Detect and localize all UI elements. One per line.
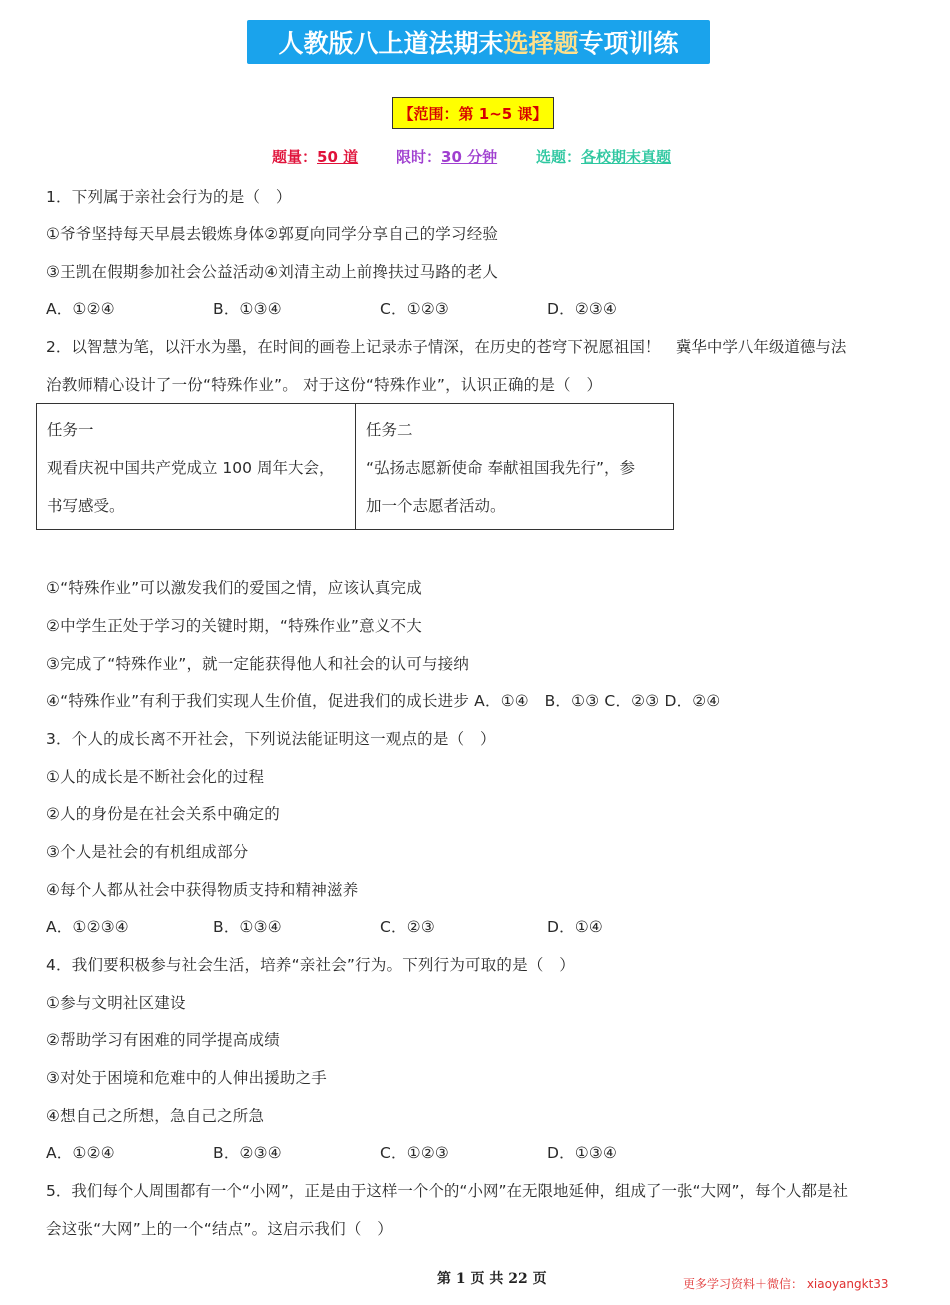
q5-stem-line-2: 会这张“大网”上的一个“结点”。这启示我们（ ）: [46, 1220, 393, 1238]
title-part2: 专项训练: [578, 29, 679, 58]
meta-time-label: 限时：: [396, 148, 442, 166]
q2-statement-2: ②中学生正处于学习的关键时期，“特殊作业”意义不大: [46, 617, 422, 635]
q4-options: [46, 1141, 666, 1163]
task2-title: 任务二: [366, 421, 413, 439]
meta-source-value: 各校期末真题: [581, 148, 672, 166]
title-part1: 人教版八上道法期末: [278, 29, 504, 58]
q4-statement-4: ④想自己之所想，急自己之所急: [46, 1107, 265, 1125]
q4-option-b[interactable]: B．②③④: [213, 1144, 282, 1162]
q1-statement-1: ①爷爷坚持每天早晨去锻炼身体②郭夏向同学分享自己的学习经验: [46, 225, 499, 243]
q1-option-a[interactable]: A．①②④: [46, 300, 115, 318]
task2-line-1: “弘扬志愿新使命 奉献祖国我先行”，参: [366, 459, 635, 477]
q1-option-c[interactable]: C．①②③: [380, 300, 450, 318]
task-cell-1: [37, 404, 355, 529]
task1-line-2: 书写感受。: [47, 497, 125, 515]
q5-stem-line-1: 5．我们每个人周围都有一个“小网”，正是由于这样一个个的“小网”在无限地延伸，组成了一张“大网”，每个人都是社: [46, 1182, 849, 1200]
q2-statement-4-with-options: ④“特殊作业”有利于我们实现人生价值，促进我们的成长进步 A．①④ B．①③ C．②③ D．②④: [46, 692, 721, 710]
meta-count-value: 50 道: [317, 148, 359, 166]
meta-source-label: 选题：: [536, 148, 582, 166]
meta-time-value: 30 分钟: [441, 148, 498, 166]
task1-title: 任务一: [47, 421, 94, 439]
q4-option-c[interactable]: C．①②③: [380, 1144, 450, 1162]
q1-statement-2: ③王凯在假期参加社会公益活动④刘清主动上前搀扶过马路的老人: [46, 263, 499, 281]
q3-stem: 3．个人的成长离不开社会，下列说法能证明这一观点的是（ ）: [46, 730, 496, 748]
title-highlight: 选择题: [503, 29, 579, 58]
q3-option-c[interactable]: C．②③: [380, 918, 435, 936]
task-cell-2: [355, 404, 673, 529]
q2-statement-1: ①“特殊作业”可以激发我们的爱国之情，应该认真完成: [46, 579, 422, 597]
task-table: [36, 403, 674, 530]
q3-option-d[interactable]: D．①④: [547, 918, 604, 936]
meta-time: [396, 146, 497, 167]
meta-count-label: 题量：: [272, 148, 318, 166]
q1-options: [46, 297, 666, 319]
q1-stem: 1．下列属于亲社会行为的是（ ）: [46, 188, 292, 206]
q3-options: [46, 915, 666, 937]
q2-statement-3: ③完成了“特殊作业”，就一定能获得他人和社会的认可与接纳: [46, 655, 470, 673]
q4-stem: 4．我们要积极参与社会生活，培养“亲社会”行为。下列行为可取的是（ ）: [46, 956, 575, 974]
page-number: 第 1 页 共 22 页: [437, 1271, 547, 1287]
q3-option-a[interactable]: A．①②③④: [46, 918, 129, 936]
q4-statement-3: ③对处于困境和危难中的人伸出援助之手: [46, 1069, 327, 1087]
watermark-text: 更多学习资料＋微信： xiaoyangkt33: [683, 1277, 889, 1291]
q3-statement-3: ③个人是社会的有机组成部分: [46, 843, 249, 861]
q2-stem-line-2: 治教师精心设计了一份“特殊作业”。 对于这份“特殊作业”，认识正确的是（ ）: [46, 376, 603, 394]
q2-stem-line-1: 2．以智慧为笔，以汗水为墨，在时间的画卷上记录赤子情深，在历史的苍穹下祝愿祖国！ 冀华中学八年级道德与法: [46, 338, 847, 356]
task1-line-1: 观看庆祝中国共产党成立 100 周年大会，: [47, 459, 335, 477]
meta-source: [536, 146, 671, 167]
q4-statement-2: ②帮助学习有困难的同学提高成绩: [46, 1031, 280, 1049]
q3-option-b[interactable]: B．①③④: [213, 918, 282, 936]
meta-count: [272, 146, 358, 167]
q4-statement-1: ①参与文明社区建设: [46, 994, 186, 1012]
q3-statement-2: ②人的身份是在社会关系中确定的: [46, 805, 280, 823]
task2-line-2: 加一个志愿者活动。: [366, 497, 506, 515]
q4-option-d[interactable]: D．①③④: [547, 1144, 618, 1162]
range-label: 【范围：第 1~5 课】: [392, 97, 554, 129]
q1-option-d[interactable]: D．②③④: [547, 300, 618, 318]
q1-option-b[interactable]: B．①③④: [213, 300, 282, 318]
q3-statement-4: ④每个人都从社会中获得物质支持和精神滋养: [46, 881, 359, 899]
title-banner: [247, 20, 710, 64]
q3-statement-1: ①人的成长是不断社会化的过程: [46, 768, 265, 786]
q4-option-a[interactable]: A．①②④: [46, 1144, 115, 1162]
